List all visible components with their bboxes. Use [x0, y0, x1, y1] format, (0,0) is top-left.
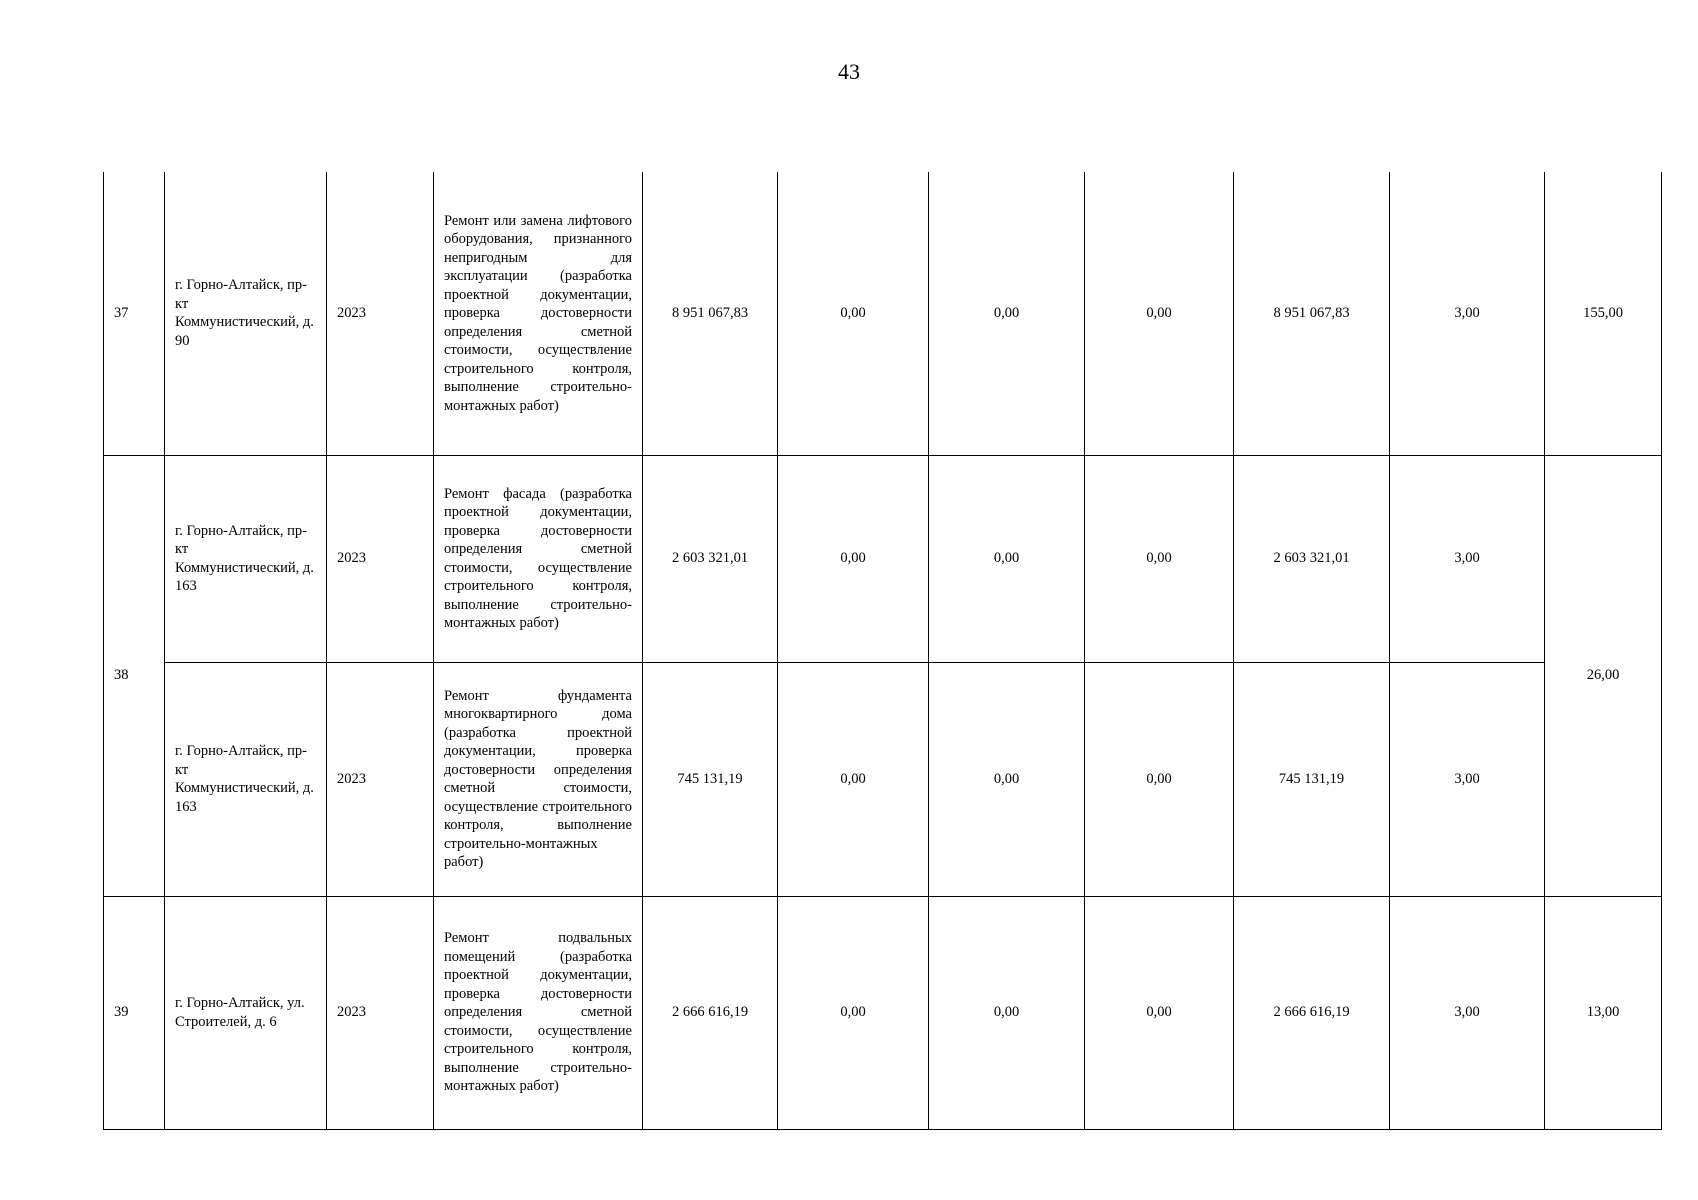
- value-cell-6: 3,00: [1390, 662, 1545, 896]
- cost-cell-5: 745 131,19: [1234, 662, 1390, 896]
- cost-cell-5: 8 951 067,83: [1234, 172, 1390, 455]
- address-cell: г. Горно-Алтайск, пр-кт Коммунистический, д. 163: [165, 662, 327, 896]
- cost-cell-3: 0,00: [929, 172, 1085, 455]
- row-number: 38: [104, 455, 165, 896]
- year-cell: 2023: [327, 662, 434, 896]
- cost-cell-4: 0,00: [1085, 896, 1234, 1129]
- year-cell: 2023: [327, 455, 434, 662]
- row-number: 39: [104, 896, 165, 1129]
- work-type-text: Ремонт или замена лифтового оборудования, признанного непригодным для эксплуатации (разработка проектной документации, проверка достоверности определения сметной стоимости, осуществление строительного контроля, выполнение строительно-монтажных работ): [444, 212, 632, 414]
- value-cell-6: 3,00: [1390, 455, 1545, 662]
- page-number: 43: [838, 59, 860, 84]
- table-row: [104, 662, 1662, 896]
- total-cost-cell: 2 666 616,19: [643, 896, 778, 1129]
- address-cell: г. Горно-Алтайск, пр-кт Коммунистический, д. 90: [165, 172, 327, 455]
- work-type-text: Ремонт фасада (разработка проектной документации, проверка достоверности определения сметной стоимости, осуществление строительного контроля, выполнение строительно-монтажных работ): [444, 485, 632, 631]
- value-cell-7: 13,00: [1545, 896, 1662, 1129]
- row-number: 37: [104, 172, 165, 455]
- cost-cell-3: 0,00: [929, 455, 1085, 662]
- year-cell: 2023: [327, 172, 434, 455]
- table-row: [104, 896, 1662, 1129]
- cost-cell-2: 0,00: [778, 172, 929, 455]
- cost-cell-4: 0,00: [1085, 172, 1234, 455]
- year-cell: 2023: [327, 896, 434, 1129]
- cost-cell-3: 0,00: [929, 662, 1085, 896]
- cost-cell-5: 2 603 321,01: [1234, 455, 1390, 662]
- cost-cell-2: 0,00: [778, 896, 929, 1129]
- total-cost-cell: 8 951 067,83: [643, 172, 778, 455]
- total-cost-cell: 745 131,19: [643, 662, 778, 896]
- cost-cell-4: 0,00: [1085, 662, 1234, 896]
- cost-cell-2: 0,00: [778, 455, 929, 662]
- cost-cell-2: 0,00: [778, 662, 929, 896]
- value-cell-6: 3,00: [1390, 896, 1545, 1129]
- value-cell-7: 26,00: [1545, 455, 1662, 896]
- cost-cell-5: 2 666 616,19: [1234, 896, 1390, 1129]
- cost-cell-4: 0,00: [1085, 455, 1234, 662]
- total-cost-cell: 2 603 321,01: [643, 455, 778, 662]
- work-type-cell: [434, 662, 643, 896]
- address-cell: г. Горно-Алтайск, пр-кт Коммунистический, д. 163: [165, 455, 327, 662]
- work-type-text: Ремонт фундамента многоквартирного дома (разработка проектной документации, проверка достоверности определения сметной стоимости, осуществление строительного контроля, выполнение строительно-монтажных работ): [444, 687, 632, 870]
- work-type-cell: [434, 455, 643, 662]
- work-type-cell: [434, 172, 643, 455]
- work-type-cell: [434, 896, 643, 1129]
- value-cell-7: 155,00: [1545, 172, 1662, 455]
- repair-program-table: [103, 172, 1662, 1130]
- address-cell: г. Горно-Алтайск, ул. Строителей, д. 6: [165, 896, 327, 1129]
- cost-cell-3: 0,00: [929, 896, 1085, 1129]
- table-row: [104, 172, 1662, 455]
- work-type-text: Ремонт подвальных помещений (разработка проектной документации, проверка достоверности определения сметной стоимости, осуществление строительного контроля, выполнение строительно-монтажных работ): [444, 930, 632, 1095]
- table-row: [104, 455, 1662, 662]
- value-cell-6: 3,00: [1390, 172, 1545, 455]
